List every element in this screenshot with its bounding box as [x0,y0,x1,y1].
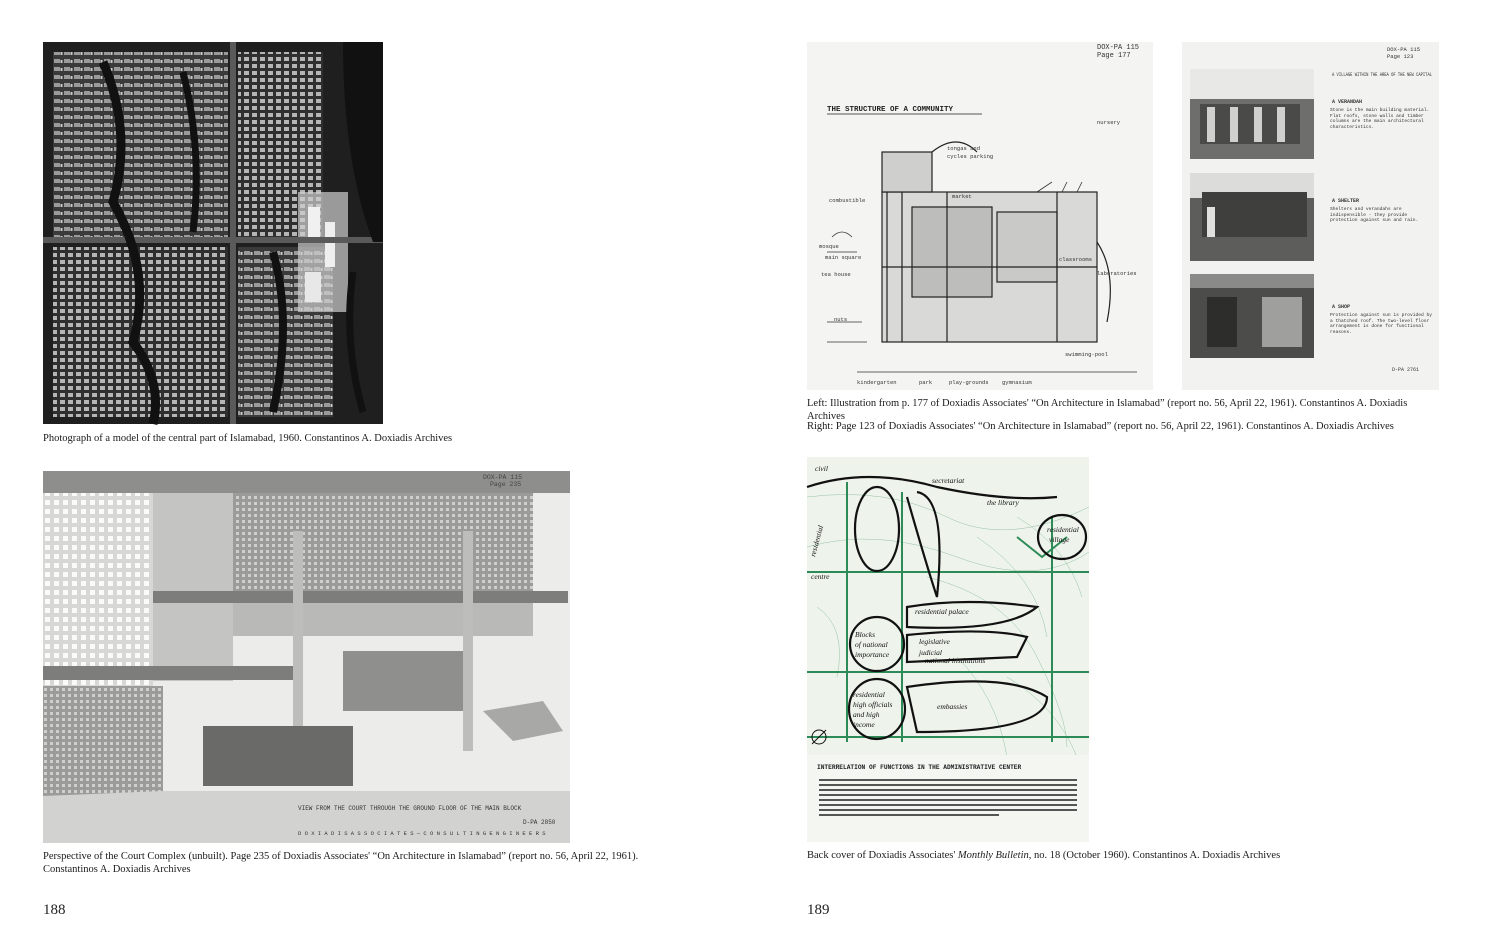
community-stamp-top: DOX-PA 115 [1097,44,1140,52]
community-sketch-graphic [807,42,1153,390]
left-page-number: 188 [43,902,66,918]
svg-text:residential: residential [853,690,885,699]
figure1-caption: Photograph of a model of the central part of Islamabad, 1960. Constantinos A. Doxiadis Archives [43,433,453,444]
village-text2: Shelters and verandahs are indispensible - they provide protection against sun and rain. [1330,207,1419,224]
svg-text:tongas and: tongas and [947,145,981,152]
svg-text:kindergarten: kindergarten [857,379,897,386]
bulletin-caption-post: , no. 18 (October 1960). Constantinos A. Doxiadis Archives [1028,850,1281,861]
community-structure-illustration [807,42,1153,390]
court-view-title: VIEW FROM THE COURT THROUGH THE GROUND FLOOR OF THE MAIN BLOCK [298,805,522,812]
court-firm: D O X I A D I S A S S O C I A T E S — C O N S U L T I N G E N G I N E E R S [298,830,546,837]
village-report-page [1182,42,1439,390]
right-caption-right: Right: Page 123 of Doxiadis Associates' “On Architecture in Islamabad” (report no. 56, April 22, 1961). Constantinos A. Doxiadis Archives [807,421,1394,432]
model-photo-graphic [43,42,383,424]
svg-text:of national: of national [855,640,888,649]
svg-text:Blocks: Blocks [855,630,875,639]
court-perspective-graphic [43,471,570,843]
village-text3: Protection against sun is provided by a thatched roof. The two-level floor arrangement is done for functional reasons. [1330,313,1432,335]
svg-text:residential: residential [1047,525,1079,534]
monthly-bulletin-cover [807,457,1089,842]
bulletin-caption [807,850,1447,863]
svg-text:national institutions: national institutions [925,656,986,665]
svg-text:swimming-pool: swimming-pool [1065,351,1108,358]
village-text1: Stone is the main building material. Flat roofs, stone walls and timber columns are the main architectural characteristics. [1330,108,1430,130]
svg-text:laboratories: laboratories [1097,270,1137,277]
svg-text:main square: main square [825,254,862,261]
svg-text:centre: centre [811,572,830,581]
svg-text:village: village [1049,535,1070,544]
svg-text:high officials: high officials [853,700,893,709]
svg-text:nuts: nuts [834,316,848,323]
bulletin-map-graphic [807,457,1089,842]
svg-text:combustible: combustible [829,197,866,204]
village-heading: A VILLAGE WITHIN THE AREA OF THE NEW CAPITAL [1332,72,1432,78]
svg-text:market: market [952,193,972,200]
court-dpa: D-PA 2850 [523,819,556,826]
village-stamp-page: Page 123 [1387,53,1414,60]
svg-text:residential: residential [808,524,826,558]
right-page-number: 189 [807,902,830,918]
bulletin-caption-pre: Back cover of Doxiadis Associates' [807,850,958,861]
bulletin-caption-title: Monthly Bulletin [957,850,1029,861]
svg-text:importance: importance [855,650,890,659]
svg-text:cycles parking: cycles parking [947,153,994,160]
community-stamp-page: Page 177 [1097,52,1131,60]
svg-text:mosque: mosque [819,243,839,250]
svg-text:residential palace: residential palace [915,607,969,616]
village-page-graphic [1182,42,1439,390]
svg-text:income: income [853,720,875,729]
svg-text:nursery: nursery [1097,119,1121,126]
svg-text:play-grounds: play-grounds [949,379,989,386]
svg-text:the library: the library [987,498,1019,507]
village-section2: A SHELTER [1332,198,1360,204]
svg-text:secretariat: secretariat [932,476,965,485]
court-stamp-top: DOX-PA 115 [483,474,523,481]
bulletin-title: INTERRELATION OF FUNCTIONS IN THE ADMINISTRATIVE CENTER [817,764,1022,771]
svg-text:legislative: legislative [919,637,950,646]
svg-text:embassies: embassies [937,702,968,711]
svg-text:and high: and high [853,710,880,719]
islamabad-model-photo [43,42,383,424]
court-stamp-page: Page 235 [490,481,522,488]
village-section1: A VERANDAH [1332,99,1363,105]
village-stamp-top: DOX-PA 115 [1387,46,1421,53]
community-title: THE STRUCTURE OF A COMMUNITY [827,106,954,114]
svg-text:gymnasium: gymnasium [1002,379,1032,386]
svg-text:park: park [919,379,933,386]
village-section3: A SHOP [1332,304,1351,310]
svg-text:judicial: judicial [919,648,942,657]
right-caption-left: Left: Illustration from p. 177 of Doxiadis Associates' “On Architecture in Islamabad” (report no. 56, April 22, 1961). Constantinos A. Doxiadis Archives [807,398,1408,422]
svg-text:civil: civil [815,464,828,473]
figure2-caption: Perspective of the Court Complex (unbuilt). Page 235 of Doxiadis Associates' “On Architecture in Islamabad” (report no. 56, April 22, 1961). Constantinos A. Doxiadis Archives [43,851,639,875]
svg-text:tea house: tea house [821,271,851,278]
court-complex-perspective [43,471,570,843]
village-dpa: D-PA 2761 [1392,367,1420,373]
svg-text:classrooms: classrooms [1059,256,1093,263]
